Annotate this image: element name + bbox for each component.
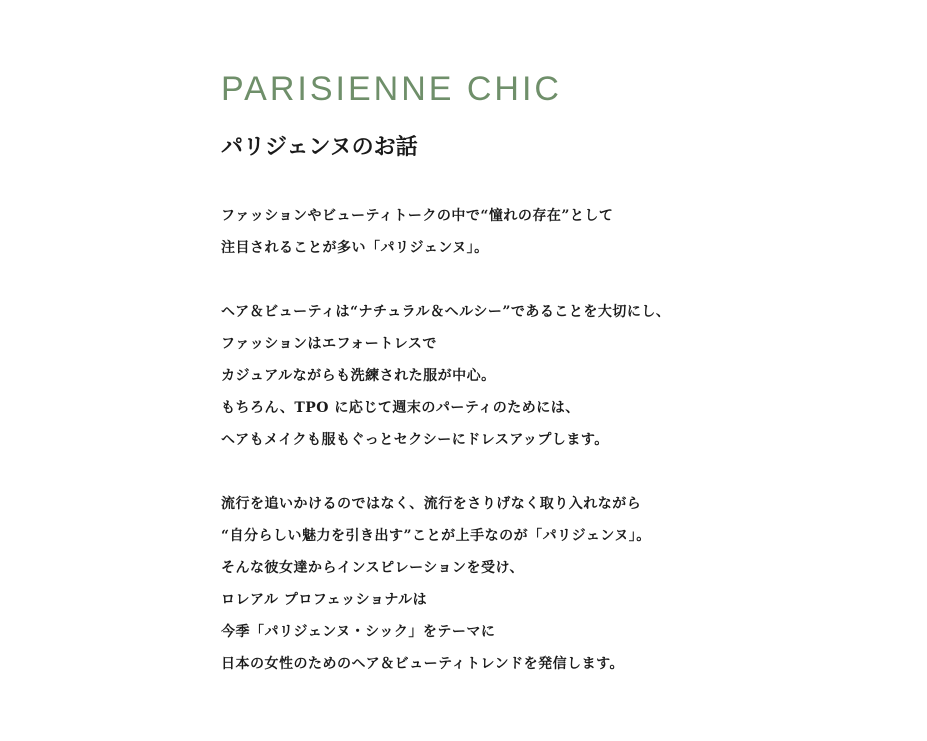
text-line: ヘアもメイクも服もぐっとセクシーにドレスアップします。	[221, 432, 609, 448]
text-line: ロレアル プロフェッショナルは	[221, 592, 428, 608]
text-line: そんな彼女達からインスピレーションを受け、	[221, 560, 524, 576]
article-body	[221, 200, 901, 680]
text-line: もちろん、TPO に応じて週末のパーティのためには、	[221, 400, 580, 416]
page-title: PARISIENNE CHIC	[221, 70, 562, 108]
text-line: ファッションはエフォートレスで	[221, 336, 437, 352]
article	[221, 68, 901, 712]
paragraph-1	[221, 200, 901, 264]
text-line: カジュアルながらも洗練された服が中心。	[221, 368, 496, 384]
text-line: 日本の女性のためのヘア＆ビューティトレンドを発信します。	[221, 656, 624, 672]
text-line: ファッションやビューティトークの中で“憧れの存在”として	[221, 208, 614, 224]
text-line: 今季「パリジェンヌ・シック」をテーマに	[221, 624, 496, 640]
text-line: 注目されることが多い「パリジェンヌ」。	[221, 240, 489, 256]
text-line: ヘア＆ビューティは“ナチュラル＆ヘルシー”であることを大切にし、	[221, 304, 671, 320]
paragraph-3	[221, 488, 901, 680]
text-line: 流行を追いかけるのではなく、流行をさりげなく取り入れながら	[221, 496, 642, 512]
page-subtitle: パリジェンヌのお話	[221, 134, 418, 160]
text-line: “自分らしい魅力を引き出す”ことが上手なのが「パリジェンヌ」。	[221, 528, 651, 544]
paragraph-2	[221, 296, 901, 456]
